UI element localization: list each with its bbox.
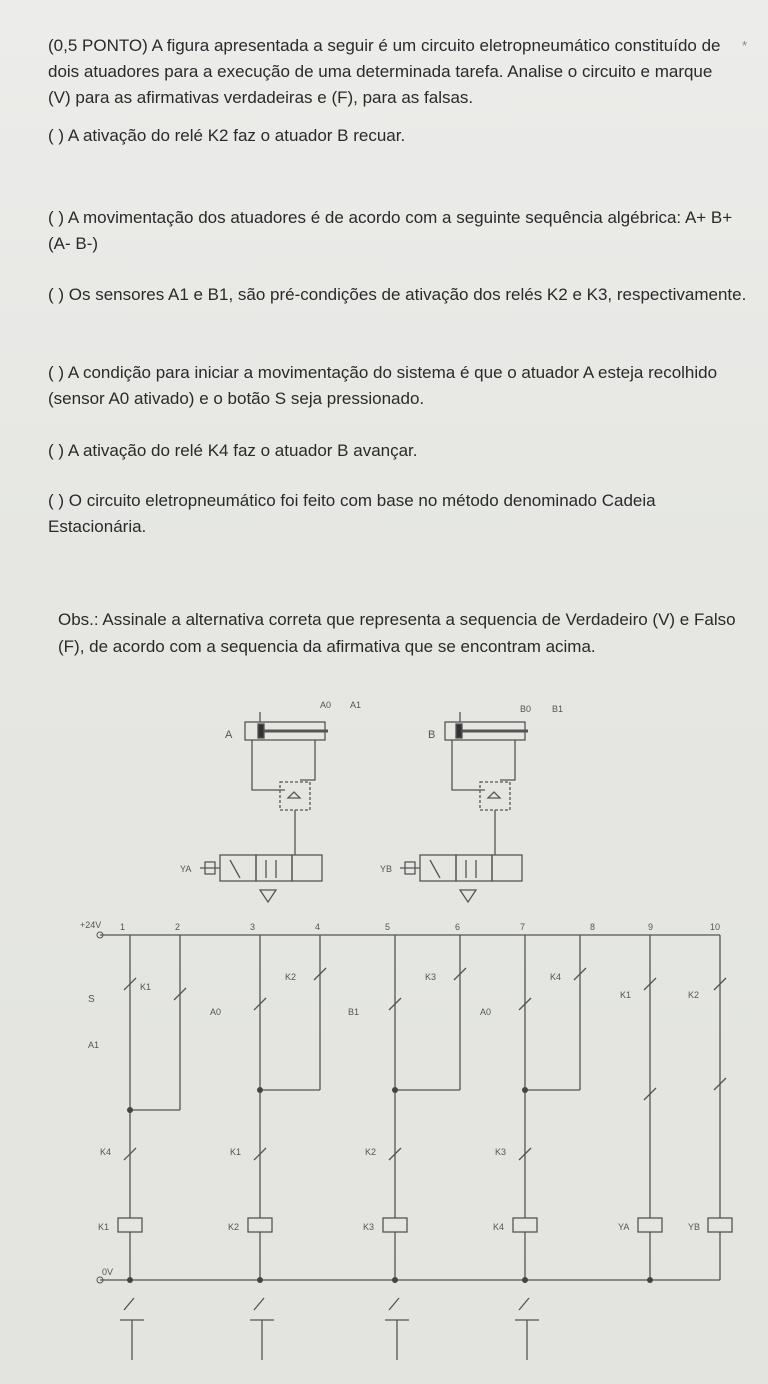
coil-k4-label: K4 — [493, 1222, 505, 1232]
option-3[interactable]: ( ) Os sensores A1 e B1, são pré-condições de ativação dos relés K2 e K3, respectivamente. — [48, 285, 747, 304]
label-b1: B1 — [552, 704, 564, 714]
question-header: (0,5 PONTO) A figura apresentada a seguir é um circuito eletropneumático constituído de dois atuadores para a execução de uma determinada tarefa. Analise o circuito e marque (V) para as afirmativas verdadeiras e (F), para as falsas. — [48, 36, 721, 107]
option-2[interactable]: ( ) A movimentação dos atuadores é de acordo com a seguinte sequência algébrica: A+ B+ (A- B-) — [48, 208, 733, 253]
contact-k1: K1 — [140, 982, 152, 992]
col-7: 7 — [520, 922, 526, 932]
label-supply: +24V — [80, 920, 102, 930]
contact-k1b: K1 — [620, 990, 632, 1000]
contact-k2b: K2 — [688, 990, 700, 1000]
contact-k2c: K2 — [365, 1147, 377, 1157]
col-5: 5 — [385, 922, 391, 932]
label-b0: B0 — [520, 704, 532, 714]
label-a1: A1 — [350, 700, 362, 710]
contact-k3c: K3 — [495, 1147, 507, 1157]
coil-k3-label: K3 — [363, 1222, 375, 1232]
contact-k4b: K4 — [100, 1147, 112, 1157]
col-3: 3 — [250, 922, 256, 932]
coil-yb-label: YB — [688, 1222, 701, 1232]
col-4: 4 — [315, 922, 321, 932]
obs-note: Obs.: Assinale a alternativa correta que representa a sequencia de Verdadeiro (V) e Falso (F), de acordo com a sequencia da afirmativa que se encontram acima. — [58, 610, 736, 656]
label-actuator-a: A — [225, 729, 233, 741]
coil-k1-label: K1 — [98, 1222, 110, 1232]
contact-label-2: B1 — [348, 1007, 360, 1017]
col-1: 1 — [120, 922, 126, 932]
coil-k2-label: K2 — [228, 1222, 240, 1232]
col-10: 10 — [710, 922, 721, 932]
required-mark: * — [742, 38, 748, 53]
label-yb: YB — [380, 864, 393, 874]
option-1[interactable]: ( ) A ativação do relé K2 faz o atuador B recuar. — [48, 126, 406, 145]
contact-k2: K2 — [285, 972, 297, 982]
col-6: 6 — [455, 922, 461, 932]
contact-k1c: K1 — [230, 1147, 242, 1157]
option-5[interactable]: ( ) A ativação do relé K4 faz o atuador B avançar. — [48, 441, 418, 460]
label-actuator-b: B — [428, 729, 436, 741]
electropneumatic-circuit-figure — [80, 690, 740, 1370]
contact-k4: K4 — [550, 972, 562, 982]
contact-k3: K3 — [425, 972, 437, 982]
label-a0: A0 — [320, 700, 332, 710]
contact-label-1: A0 — [210, 1007, 222, 1017]
coil-ya-label: YA — [618, 1222, 630, 1232]
label-ground: 0V — [102, 1267, 114, 1277]
option-6[interactable]: ( ) O circuito eletropneumático foi feito com base no método denominado Cadeia Estacionária. — [48, 491, 656, 536]
col-9: 9 — [648, 922, 654, 932]
contact-label-4: A1 — [88, 1040, 100, 1050]
circuit-svg — [80, 690, 740, 1370]
label-button-s: S — [88, 994, 95, 1005]
col-8: 8 — [590, 922, 596, 932]
option-4[interactable]: ( ) A condição para iniciar a movimentação do sistema é que o atuador A esteja recolhido (sensor A0 ativado) e o botão S seja pressionado. — [48, 363, 718, 408]
label-ya: YA — [180, 864, 192, 874]
contact-label-3: A0 — [480, 1007, 492, 1017]
col-2: 2 — [175, 922, 181, 932]
